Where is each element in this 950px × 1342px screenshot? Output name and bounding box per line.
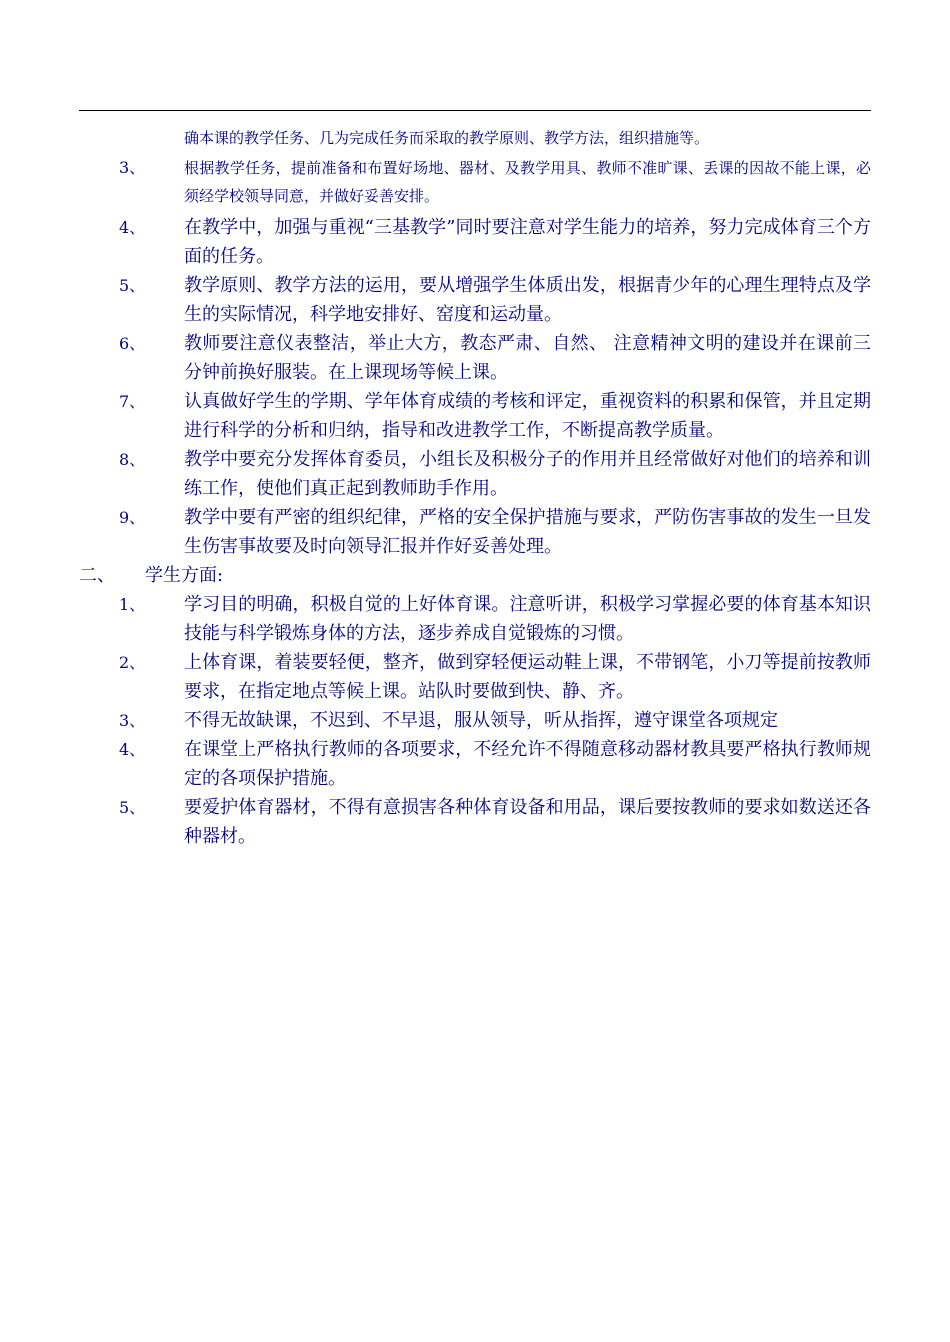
section-title: 学生方面: [145,565,224,586]
section-heading [79,561,871,590]
item-text: 在课堂上严格执行教师的各项要求，不经允许不得随意移动器材教具要严格执行教师规定的各项保护措施。 [184,739,871,789]
item-number: 7、 [119,392,146,411]
item-text: 学习目的明确，积极自觉的上好体育课。注意听讲，积极学习掌握必要的体育基本知识技能与科学锻炼身体的方法，逐步养成自觉锻炼的习惯。 [184,594,871,644]
section-number: 二、 [79,565,115,586]
item-number: 4、 [119,218,146,237]
item-number: 6、 [119,334,146,353]
list-item [79,648,871,706]
list-item [79,213,871,271]
item-number: 9、 [119,508,146,527]
list-item [79,735,871,793]
header-rule [79,110,871,111]
continuation-text: 确本课的教学任务、几为完成任务而采取的教学原则、教学方法，组织措施等。 [184,129,710,147]
item-text: 上体育课，着装要轻便，整齐，做到穿轻便运动鞋上课，不带钢笔，小刀等提前按教师要求，在指定地点等候上课。站队时要做到快、静、齐。 [184,652,871,702]
item-number: 5、 [119,276,146,295]
item-text: 教学中要有严密的组织纪律，严格的安全保护措施与要求，严防伤害事故的发生一旦发生伤害事故要及时向领导汇报并作好妥善处理。 [184,507,871,557]
document-body [79,124,871,851]
item-number: 1、 [119,595,146,614]
item-text: 教师要注意仪表整洁，举止大方，教态严肃、自然、 注意精神文明的建设并在课前三分钟前换好服装。在上课现场等候上课。 [184,333,871,383]
item-text: 根据教学任务，提前准备和布置好场地、器材、及教学用具、教师不准旷课、丢课的因故不能上课，必须经学校领导同意，并做好妥善安排。 [184,159,871,205]
list-item [79,329,871,387]
item-number: 3、 [119,158,146,177]
item-text: 教学中要充分发挥体育委员，小组长及积极分子的作用并且经常做好对他们的培养和训练工作，使他们真正起到教师助手作用。 [184,449,871,499]
list-item [79,706,871,735]
list-item [79,154,871,210]
item-number: 3、 [119,711,146,730]
item-text: 在教学中，加强与重视“三基教学”同时要注意对学生能力的培养，努力完成体育三个方面的任务。 [184,217,871,267]
item-text: 要爱护体育器材，不得有意损害各种体育设备和用品，课后要按教师的要求如数送还各种器材。 [184,797,871,847]
list-item [79,590,871,648]
item-text: 认真做好学生的学期、学年体育成绩的考核和评定，重视资料的积累和保管，并且定期进行科学的分析和归纳，指导和改进教学工作，不断提高教学质量。 [184,391,871,441]
list-item [79,271,871,329]
item-number: 4、 [119,740,146,759]
item-number: 5、 [119,798,146,817]
list-item [79,445,871,503]
item-text: 不得无故缺课，不迟到、不早退，服从领导，听从指挥，遵守课堂各项规定 [184,710,778,731]
item-number: 8、 [119,450,146,469]
list-item [79,793,871,851]
item-text: 教学原则、教学方法的运用，要从增强学生体质出发，根据青少年的心理生理特点及学生的实际情况，科学地安排好、窑度和运动量。 [184,275,871,325]
list-item [79,387,871,445]
list-item [79,503,871,561]
item-number: 2、 [119,653,146,672]
